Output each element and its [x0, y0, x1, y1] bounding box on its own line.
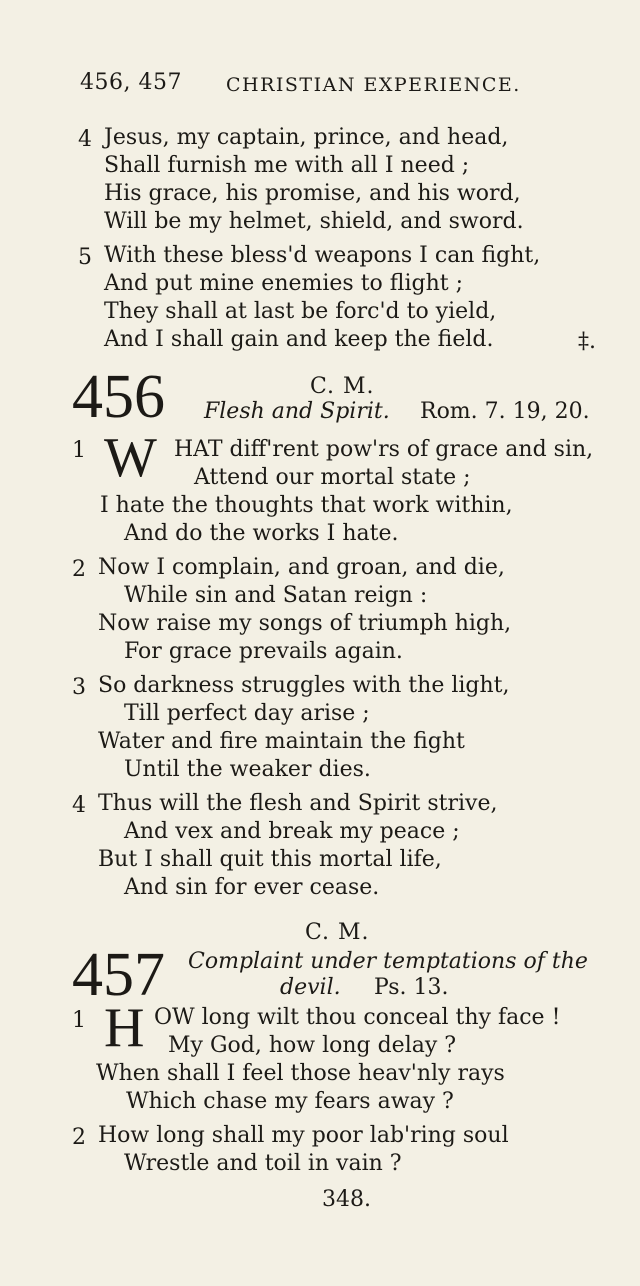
verse-line: Till perfect day arise ; [124, 701, 370, 726]
verse-line: And put mine enemies to flight ; [104, 271, 463, 296]
verse-line: And vex and break my peace ; [124, 819, 460, 844]
verse-line: So darkness struggles with the light, [98, 673, 510, 698]
stanza-number: 2 [72, 1125, 86, 1150]
header-section-title: CHRISTIAN EXPERIENCE. [226, 74, 521, 96]
verse-line: For grace prevails again. [124, 639, 403, 664]
stanza-number: 1 [72, 1008, 86, 1033]
page-number: 348. [322, 1187, 371, 1212]
verse-line: And sin for ever cease. [124, 875, 380, 900]
verse-line: Now raise my songs of triumph high, [98, 611, 512, 636]
verse-line: OW long wilt thou conceal thy face ! [154, 1005, 561, 1030]
verse-line: With these bless'd weapons I can fight, [104, 243, 541, 268]
hymn-number-456: 456 [72, 363, 165, 431]
drop-cap: H [104, 997, 145, 1059]
verse-line: Jesus, my captain, prince, and head, [104, 125, 509, 150]
verse-line: I hate the thoughts that work within, [100, 493, 513, 518]
verse-line: And do the works I hate. [124, 521, 399, 546]
verse-line: My God, how long delay ? [168, 1033, 457, 1058]
hymn-457-meter: C. M. [305, 920, 370, 945]
verse-line: When shall I feel those heav'nly rays [96, 1061, 505, 1086]
stanza-number: 4 [78, 127, 92, 152]
verse-line: Attend our mortal state ; [194, 465, 471, 490]
verse-line: His grace, his promise, and his word, [104, 181, 521, 206]
stanza-number: 1 [72, 438, 86, 463]
verse-line: Thus will the flesh and Spirit strive, [98, 791, 498, 816]
verse-line: Will be my helmet, shield, and sword. [104, 209, 524, 234]
hymn-457-reference: Ps. 13. [374, 975, 449, 1000]
drop-cap: W [104, 427, 157, 489]
verse-line: They shall at last be forc'd to yield, [104, 299, 497, 324]
verse-line: While sin and Satan reign : [124, 583, 428, 608]
verse-line: HAT diff'rent pow'rs of grace and sin, [174, 437, 594, 462]
verse-line: Until the weaker dies. [124, 757, 371, 782]
verse-line: But I shall quit this mortal life, [98, 847, 442, 872]
verse-line: And I shall gain and keep the field. [104, 327, 494, 352]
verse-line: Water and fire maintain the fight [98, 729, 465, 754]
verse-line: Wrestle and toil in vain ? [124, 1151, 402, 1176]
verse-line: Shall furnish me with all I need ; [104, 153, 470, 178]
hymn-457-title-line1: Complaint under temptations of the [188, 949, 588, 974]
hymn-456-title: Flesh and Spirit. [204, 399, 390, 424]
double-dagger-mark: ‡. [578, 329, 596, 354]
header-hymn-numbers: 456, 457 [80, 70, 182, 95]
hymn-457-title-line2: devil. [280, 975, 341, 1000]
stanza-number: 2 [72, 557, 86, 582]
hymn-456-meter: C. M. [310, 374, 375, 399]
verse-line: Now I complain, and groan, and die, [98, 555, 505, 580]
verse-line: How long shall my poor lab'ring soul [98, 1123, 509, 1148]
verse-line: Which chase my fears away ? [126, 1089, 454, 1114]
hymn-456-reference: Rom. 7. 19, 20. [420, 399, 590, 424]
hymn-number-457: 457 [72, 941, 165, 1009]
stanza-number: 5 [78, 245, 92, 270]
stanza-number: 4 [72, 793, 86, 818]
stanza-number: 3 [72, 675, 86, 700]
